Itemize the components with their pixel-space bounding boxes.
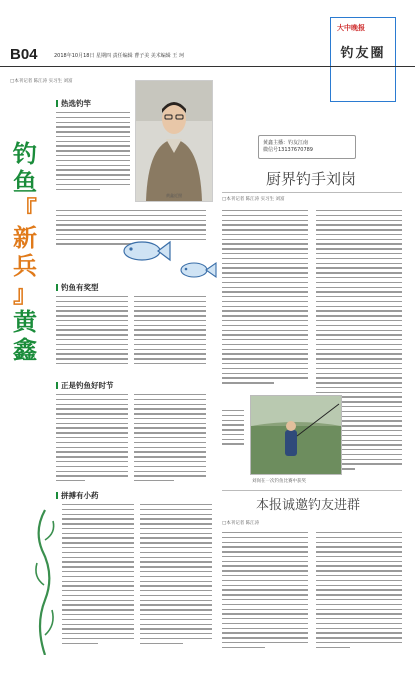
fishing-scene [251, 396, 341, 474]
newspaper-logo: 大中晚报 [337, 23, 365, 32]
contact-card [258, 135, 356, 159]
headline-char: 钓 [13, 140, 37, 168]
body-text-block [316, 532, 402, 652]
photo-caption: 刘岗在一次钓鱼比赛中获奖 [252, 479, 306, 484]
divider [222, 490, 402, 491]
fishing-photo [250, 395, 342, 475]
body-text-block [134, 296, 206, 368]
headline-char: 鑫 [13, 336, 37, 364]
body-text-block [56, 112, 130, 193]
section-heading: 热选钓竿 [56, 98, 91, 109]
body-text-block [140, 504, 212, 647]
header-info: 2018年10月18日 星期四 责任编辑 曹子美 美术编辑 王 珂 [54, 53, 184, 59]
fish-illustration [178, 260, 218, 280]
body-text-block [62, 504, 134, 647]
portrait-photo [135, 80, 213, 202]
headline-char: 新 [13, 224, 37, 252]
bottom-byline: □本刊记者 陈江涛 [222, 521, 260, 526]
headline-char: 黄 [13, 308, 37, 336]
section-heading: 正是钓鱼好时节 [56, 380, 114, 391]
section-heading: 拼搏有小药 [56, 490, 99, 501]
headline-char: 』 [13, 280, 37, 308]
main-headline [10, 140, 40, 364]
fish-illustration [120, 238, 172, 264]
person-illustration [136, 81, 212, 201]
section-title: 钓友圈 [340, 46, 386, 61]
page-header [0, 44, 415, 67]
left-byline: □本刊记者 陈江涛 实习生 刘富 [10, 79, 73, 84]
body-text-block [56, 296, 128, 368]
page-number: B04 [10, 46, 38, 63]
section-heading: 钓鱼有奖型 [56, 282, 99, 293]
article-headline: 厨界钓手刘岗 [266, 170, 357, 188]
seaweed-decoration [30, 505, 60, 655]
body-text-block [222, 410, 244, 448]
body-text-block [222, 532, 308, 652]
body-text-block [56, 394, 128, 485]
right-byline: □本刊记者 陈江涛 实习生 刘富 [222, 197, 285, 202]
headline-char: 兵 [13, 252, 37, 280]
body-text-block [222, 210, 308, 387]
photo-caption: 黄鑫近照 [166, 193, 182, 198]
contact-card-text: 黄鑫主播：钓友江南 微信号13137670789 [263, 140, 313, 153]
headline-char: 鱼 [13, 168, 37, 196]
divider [222, 192, 402, 193]
headline-char: 『 [13, 196, 37, 224]
article-headline: 本报诚邀钓友进群 [256, 498, 361, 513]
body-text-block [134, 394, 206, 485]
